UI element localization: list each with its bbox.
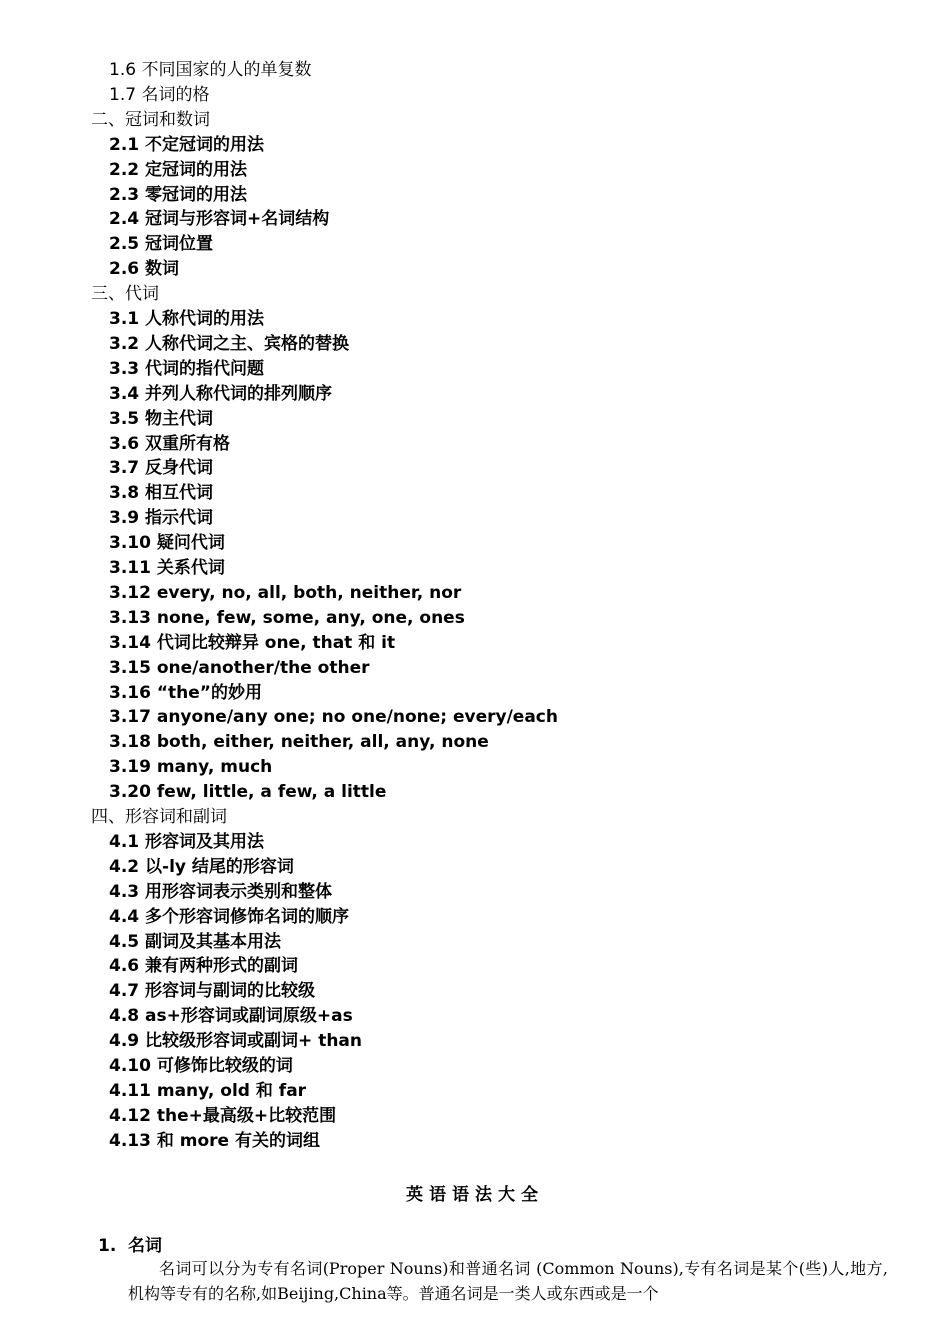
section-heading (98, 1231, 162, 1256)
toc-entry: 3.15 one/another/the other (109, 657, 370, 678)
toc-chapter-heading: 三、代词 (91, 284, 159, 305)
toc-chapter-heading: 四、形容词和副词 (91, 807, 227, 827)
toc-entry: 3.4 并列人称代词的排列顺序 (109, 383, 333, 404)
section-number: 1. (98, 1236, 117, 1256)
toc-entry: 2.3 零冠词的用法 (109, 184, 248, 205)
toc-entry: 3.9 指示代词 (109, 508, 214, 529)
toc-entry: 3.10 疑问代词 (109, 533, 225, 554)
toc-entry: 4.10 可修饰比较级的词 (109, 1056, 293, 1076)
toc-chapter-heading: 二、冠词和数词 (91, 109, 210, 130)
toc-entry: 4.2 以-ly 结尾的形容词 (109, 856, 294, 877)
toc-entry: 1.7 名词的格 (109, 84, 210, 105)
toc-entry: 4.12 the+最高级+比较范围 (109, 1105, 337, 1126)
toc-entry: 3.7 反身代词 (109, 458, 214, 479)
toc-entry: 4.4 多个形容词修饰名词的顺序 (109, 906, 350, 927)
toc-entry: 3.12 every, no, all, both, neither, nor (109, 582, 462, 603)
toc-entry: 4.3 用形容词表示类别和整体 (109, 881, 333, 902)
toc-entry: 3.17 anyone/any one; no one/none; every/each (109, 707, 558, 728)
toc-entry: 3.11 关系代词 (109, 558, 225, 578)
toc-entry: 2.6 数词 (109, 259, 180, 280)
toc-entry: 2.5 冠词位置 (109, 234, 214, 255)
toc-entry: 4.13 和 more 有关的词组 (109, 1130, 321, 1151)
toc-entry: 3.2 人称代词之主、宾格的替换 (109, 333, 350, 354)
toc-entry: 2.4 冠词与形容词+名词结构 (109, 209, 330, 230)
toc-entry: 3.18 both, either, neither, all, any, none (109, 732, 489, 753)
toc-entry: 4.11 many, old 和 far (109, 1080, 307, 1101)
toc-entry: 3.1 人称代词的用法 (109, 309, 265, 329)
toc-entry: 4.7 形容词与副词的比较级 (109, 981, 316, 1002)
toc-entry: 3.8 相互代词 (109, 483, 214, 504)
document-title: 英语语法大全 (406, 1185, 544, 1205)
toc-entry: 2.1 不定冠词的用法 (109, 134, 265, 155)
toc-entry: 4.5 副词及其基本用法 (109, 931, 282, 952)
toc-entry: 4.1 形容词及其用法 (109, 831, 265, 852)
toc-entry: 3.14 代词比较辩异 one, that 和 it (109, 632, 396, 653)
toc-entry: 3.5 物主代词 (109, 408, 214, 429)
toc-entry: 3.20 few, little, a few, a little (109, 782, 387, 803)
toc-entry: 2.2 定冠词的用法 (109, 159, 248, 180)
body-paragraph: 名词可以分为专有名词(Proper Nouns)和普通名词 (Common Nouns),专有名词是某个(些)人,地方,机构等专有的名称,如Beijing,China等。普通名词是一类人或东西或是一个 (128, 1259, 888, 1303)
toc-entry: 3.13 none, few, some, any, one, ones (109, 607, 465, 628)
toc-entry: 3.6 双重所有格 (109, 433, 231, 454)
toc-entry: 1.6 不同国家的人的单复数 (109, 60, 312, 80)
toc-entry: 3.19 many, much (109, 757, 273, 778)
toc-entry: 4.8 as+形容词或副词原级+as (109, 1006, 353, 1027)
toc-entry: 3.16 “the”的妙用 (109, 682, 262, 703)
toc-entry: 4.9 比较级形容词或副词+ than (109, 1031, 362, 1052)
section-title: 名词 (128, 1236, 162, 1256)
toc-entry: 4.6 兼有两种形式的副词 (109, 956, 299, 977)
toc-entry: 3.3 代词的指代问题 (109, 358, 265, 379)
